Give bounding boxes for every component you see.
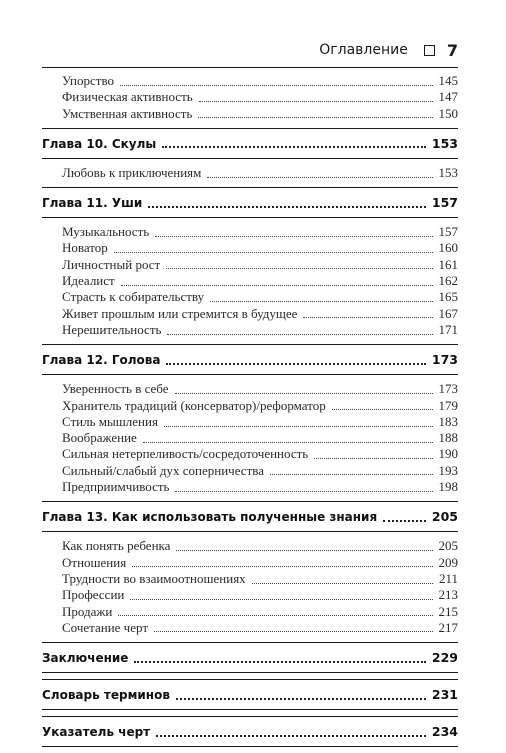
dot-leader [156,735,426,737]
dot-leader [164,426,433,427]
toc-entry-page: 215 [438,603,458,619]
toc-entry-row [42,604,458,620]
dot-leader [332,409,433,410]
chapter-separator [42,709,458,710]
dot-leader [154,631,432,632]
toc-entry-row [42,165,458,181]
toc-entry-page: 165 [438,289,458,305]
toc-entry-page: 171 [438,321,458,337]
toc-entry-row [42,224,458,240]
toc-entry-row [42,398,458,414]
running-header [319,38,458,62]
toc-entry-title: Трудности во взаимоотношениях [62,570,246,586]
chapter-separator [42,716,458,717]
dot-leader [175,491,432,492]
toc-entry-title: Физическая активность [62,89,193,105]
dot-leader [175,393,433,394]
dot-leader [166,268,432,269]
dot-leader [134,661,425,663]
toc-entry-title: Сильная нетерпеливость/сосредоточенность [62,446,309,462]
toc-entry-row [42,414,458,430]
toc-chapter-row [42,684,458,705]
dot-leader [176,698,426,700]
toc-entry-page: 205 [431,509,458,525]
toc-entry-page: 179 [438,397,458,413]
dot-leader [132,566,432,567]
toc-entry-page: 145 [438,73,458,88]
toc-entry-title: Стиль мышления [62,413,158,429]
toc-entry-row [42,257,458,273]
toc-entry-page: 190 [438,446,458,462]
toc-entry-row [42,555,458,571]
dot-leader [252,583,433,584]
toc-chapter-row [42,349,458,370]
chapter-separator [42,374,458,375]
dot-leader [198,117,432,118]
toc-entry-page: 162 [438,273,458,289]
toc-entry-page: 205 [438,538,458,554]
toc-entry-title: Воображение [62,430,137,446]
toc-entry-row [42,289,458,305]
toc-entry-row [42,446,458,462]
toc-entry-title: Живет прошлым или стремится в будущее [62,305,298,321]
toc-entry-page: 173 [438,381,458,397]
toc-entry-title: Глава 10. Скулы [42,136,157,151]
toc-entry-page: 150 [438,105,458,121]
toc-entry-row [42,240,458,256]
toc-entry-title: Упорство [62,73,115,88]
chapter-separator [42,679,458,680]
toc-entry-title: Новатор [62,240,108,256]
toc-entry-page: 231 [431,687,458,703]
toc-entry-page: 213 [438,587,458,603]
dot-leader [162,146,426,148]
toc-entry-title: Личностный рост [62,256,161,272]
toc-chapter-row [42,506,458,527]
dot-leader [167,334,432,335]
toc-entry-page: 157 [438,224,458,240]
toc-entry-title: Глава 12. Голова [42,353,161,368]
dot-leader [199,101,433,102]
dot-leader [207,177,432,178]
dot-leader [210,301,432,302]
toc-entry-title: Отношения [62,554,127,570]
toc-entry-title: Уверенность в себе [62,381,169,397]
chapter-separator [42,746,458,747]
dot-leader [383,520,426,522]
dot-leader [120,85,432,86]
chapter-separator [42,501,458,502]
dot-leader [303,317,432,318]
dot-leader [121,285,433,286]
toc-entry-page: 209 [438,554,458,570]
header-rule [42,67,458,68]
toc-chapter-row [42,192,458,213]
toc-entry-title: Сильный/слабый дух соперничества [62,462,264,478]
chapter-separator [42,531,458,532]
toc-entry-row [42,306,458,322]
toc-entry-page: 198 [438,479,458,495]
toc-entry-title: Умственная активность [62,105,193,121]
toc-entry-title: Указатель черт [42,725,151,740]
dot-leader [118,615,432,616]
chapter-separator [42,642,458,643]
chapter-separator [42,158,458,159]
toc-entry-row [42,587,458,603]
toc-entry-page: 188 [438,430,458,446]
chapter-separator [42,344,458,345]
toc-entry-row [42,463,458,479]
section-title: Оглавление [319,42,408,58]
toc-entry-page: 183 [438,413,458,429]
toc-entry-page: 160 [438,240,458,256]
dot-leader [314,458,432,459]
toc-chapter-row [42,133,458,154]
toc-entry-page: 167 [438,305,458,321]
toc-chapter-row [42,721,458,742]
toc-entry-page: 234 [431,724,458,740]
toc-entry-row [42,430,458,446]
toc-entry-title: Профессии [62,587,125,603]
chapter-separator [42,672,458,673]
toc-entry-page: 153 [438,164,458,180]
toc-entry-title: Сочетание черт [62,619,149,635]
toc-entry-page: 153 [431,135,458,151]
chapter-separator [42,217,458,218]
square-ornament-icon [424,45,435,56]
toc-entry-title: Музыкальность [62,224,150,240]
toc-entry-title: Глава 11. Уши [42,196,143,211]
toc-entry-row [42,106,458,122]
toc-entry-title: Идеалист [62,273,115,289]
toc-entry-title: Хранитель традиций (консерватор)/реформатор [62,397,326,413]
toc-entry-row [42,89,458,105]
toc-entry-page: 157 [431,195,458,211]
toc-entry-row [42,73,458,89]
toc-entry-title: Страсть к собирательству [62,289,205,305]
toc-entry-page: 173 [431,352,458,368]
toc-entry-title: Предприимчивость [62,479,170,495]
toc-entry-title: Как понять ребенка [62,538,171,554]
page-number: 7 [446,40,458,60]
toc-entry-title: Глава 13. Как использовать полученные знания [42,510,378,525]
dot-leader [270,474,433,475]
toc-entry-row [42,479,458,495]
toc-entry-title: Продажи [62,603,113,619]
dot-leader [130,599,432,600]
toc-entry-page: 147 [438,89,458,105]
toc-entry-page: 217 [438,619,458,635]
dot-leader [148,206,426,208]
toc-entry-row [42,322,458,338]
toc-entry-title: Словарь терминов [42,688,170,703]
dot-leader [114,252,433,253]
toc-chapter-row [42,647,458,668]
toc-entry-row [42,571,458,587]
toc-entry-page: 229 [431,650,458,666]
dot-leader [155,236,432,237]
toc-entry-page: 193 [438,462,458,478]
toc-entry-row [42,538,458,554]
toc-entry-row [42,620,458,636]
chapter-separator [42,128,458,129]
toc-entry-title: Любовь к приключениям [62,164,202,180]
toc-entry-row [42,381,458,397]
toc-entry-title: Нерешительность [62,321,162,337]
dot-leader [143,442,433,443]
table-of-contents [42,73,458,753]
toc-entry-page: 161 [438,256,458,272]
dot-leader [176,550,432,551]
chapter-separator [42,187,458,188]
toc-entry-page: 211 [438,570,458,586]
dot-leader [166,363,425,365]
toc-entry-title: Заключение [42,651,129,666]
toc-entry-row [42,273,458,289]
